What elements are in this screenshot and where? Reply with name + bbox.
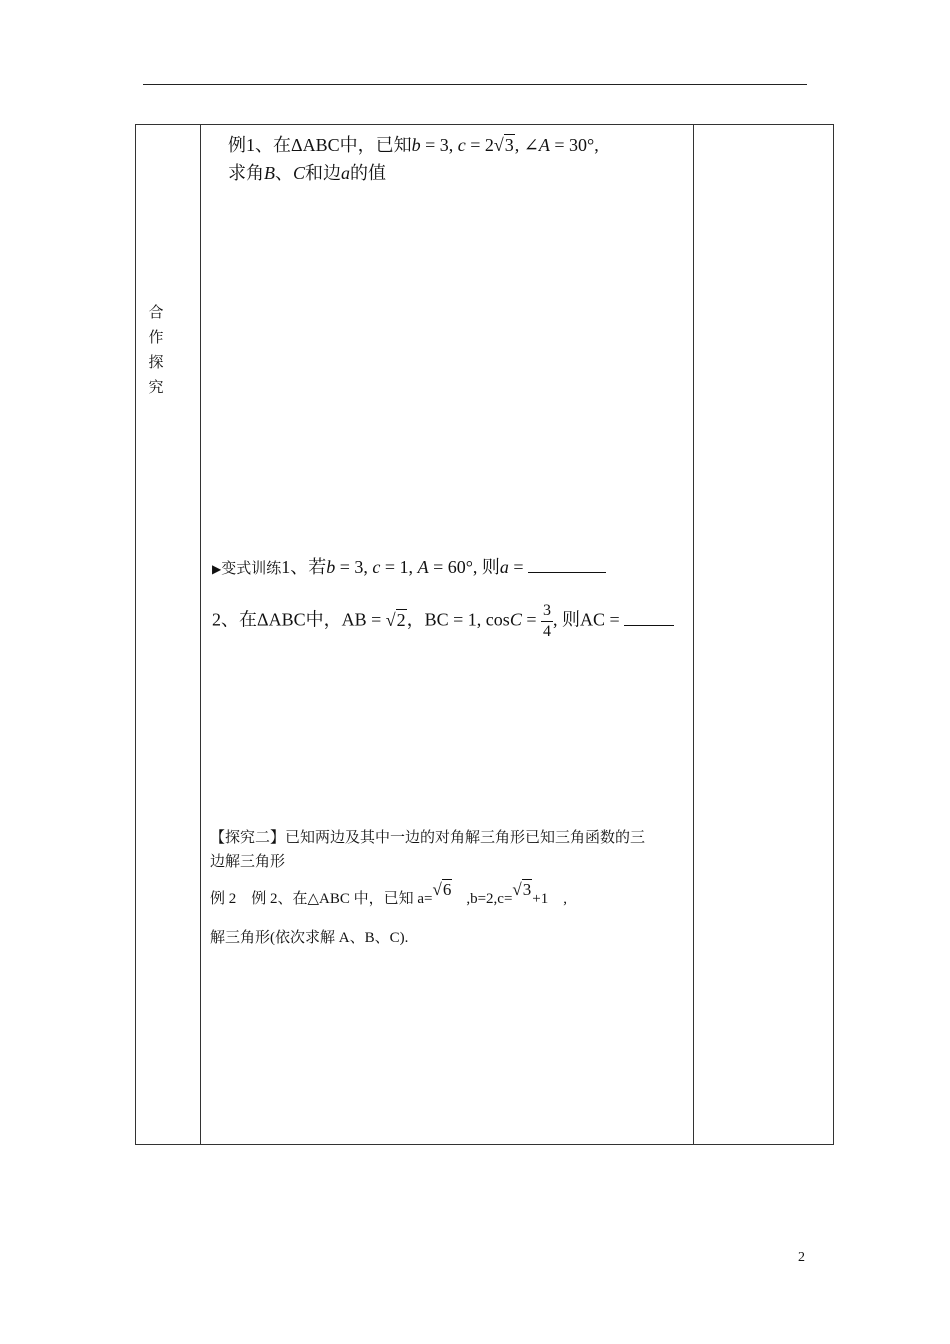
variant-label: 变式训练 [221, 561, 282, 577]
line2-suffix: 的值 [350, 163, 387, 183]
var-B: B [264, 163, 275, 183]
q1-var-a: a [499, 557, 509, 577]
q1-eq-c: = 1, [380, 557, 418, 577]
q1-eq-b: = 3, [335, 557, 373, 577]
explore2-title-line1: 【探究二】已知两边及其中一边的对角解三角形已知三角函数的三 [210, 830, 646, 846]
example1-prefix: 例1、在ΔABC中，已知 [228, 135, 412, 155]
ex2-prefix: 例 2 例 2、在△ABC 中，已知 a= [210, 891, 433, 907]
example2-line1 [210, 880, 567, 908]
sqrt-6: √6 [432, 880, 452, 899]
section-label-char: 合 [148, 305, 164, 321]
answer-blank [528, 554, 606, 573]
q1-eq-a: = [508, 557, 529, 577]
explore2-title-line2: 边解三角形 [210, 854, 286, 870]
q1-var-b: b [326, 557, 336, 577]
q2-suffix: , 则AC = [552, 609, 625, 630]
header-rule [143, 84, 807, 85]
var-a: a [341, 163, 351, 183]
eq-A: = 30°, [549, 135, 599, 155]
var-C: C [293, 163, 306, 183]
sep: 、 [275, 163, 293, 183]
and-side: 和边 [305, 163, 342, 183]
q1-var-c: c [372, 557, 381, 577]
sqrt-3: √3 [512, 880, 532, 899]
ex2-mid: ,b=2,c= [466, 891, 513, 907]
lesson-table [135, 124, 834, 1145]
q2-prefix: 2、在ΔABC中，AB = [212, 609, 386, 630]
fraction-three-quarters: $\frac{3}{4}$ [542, 602, 551, 640]
angle-sep: , ∠ [514, 135, 539, 155]
example2-line2: 解三角形(依次求解 A、B、C). [210, 930, 409, 946]
var-b: b [411, 135, 421, 155]
section-label-char: 究 [148, 380, 164, 396]
q1-num: 1、若 [281, 557, 327, 577]
section-label [146, 301, 166, 401]
var-c: c [457, 135, 466, 155]
example1-line2 [228, 159, 386, 185]
column-divider-left [200, 125, 201, 1144]
triangle-marker-icon: ▶ [212, 562, 222, 576]
page-number: 2 [798, 1250, 805, 1265]
q2-eq: = [521, 609, 541, 630]
section-label-char: 探 [148, 355, 164, 371]
ex2-plus: +1 , [532, 891, 567, 907]
sqrt-3: √3 [493, 135, 514, 155]
variant-q1 [212, 553, 606, 579]
column-divider-right [693, 125, 694, 1144]
q1-eq-A: = 60°, 则 [428, 557, 500, 577]
var-A: A [538, 135, 550, 155]
sqrt-2: √2 [385, 609, 406, 630]
variant-q2 [212, 601, 674, 642]
q2-var-C: C [509, 609, 522, 630]
section-label-char: 作 [148, 330, 164, 346]
eq-b: = 3, [420, 135, 458, 155]
q1-var-A: A [417, 557, 429, 577]
q2-mid: ，BC = 1, cos [406, 609, 510, 630]
answer-blank [624, 607, 674, 626]
example1-line1 [228, 131, 599, 157]
line2-prefix: 求角 [228, 163, 264, 183]
eq-c: = 2 [465, 135, 494, 155]
